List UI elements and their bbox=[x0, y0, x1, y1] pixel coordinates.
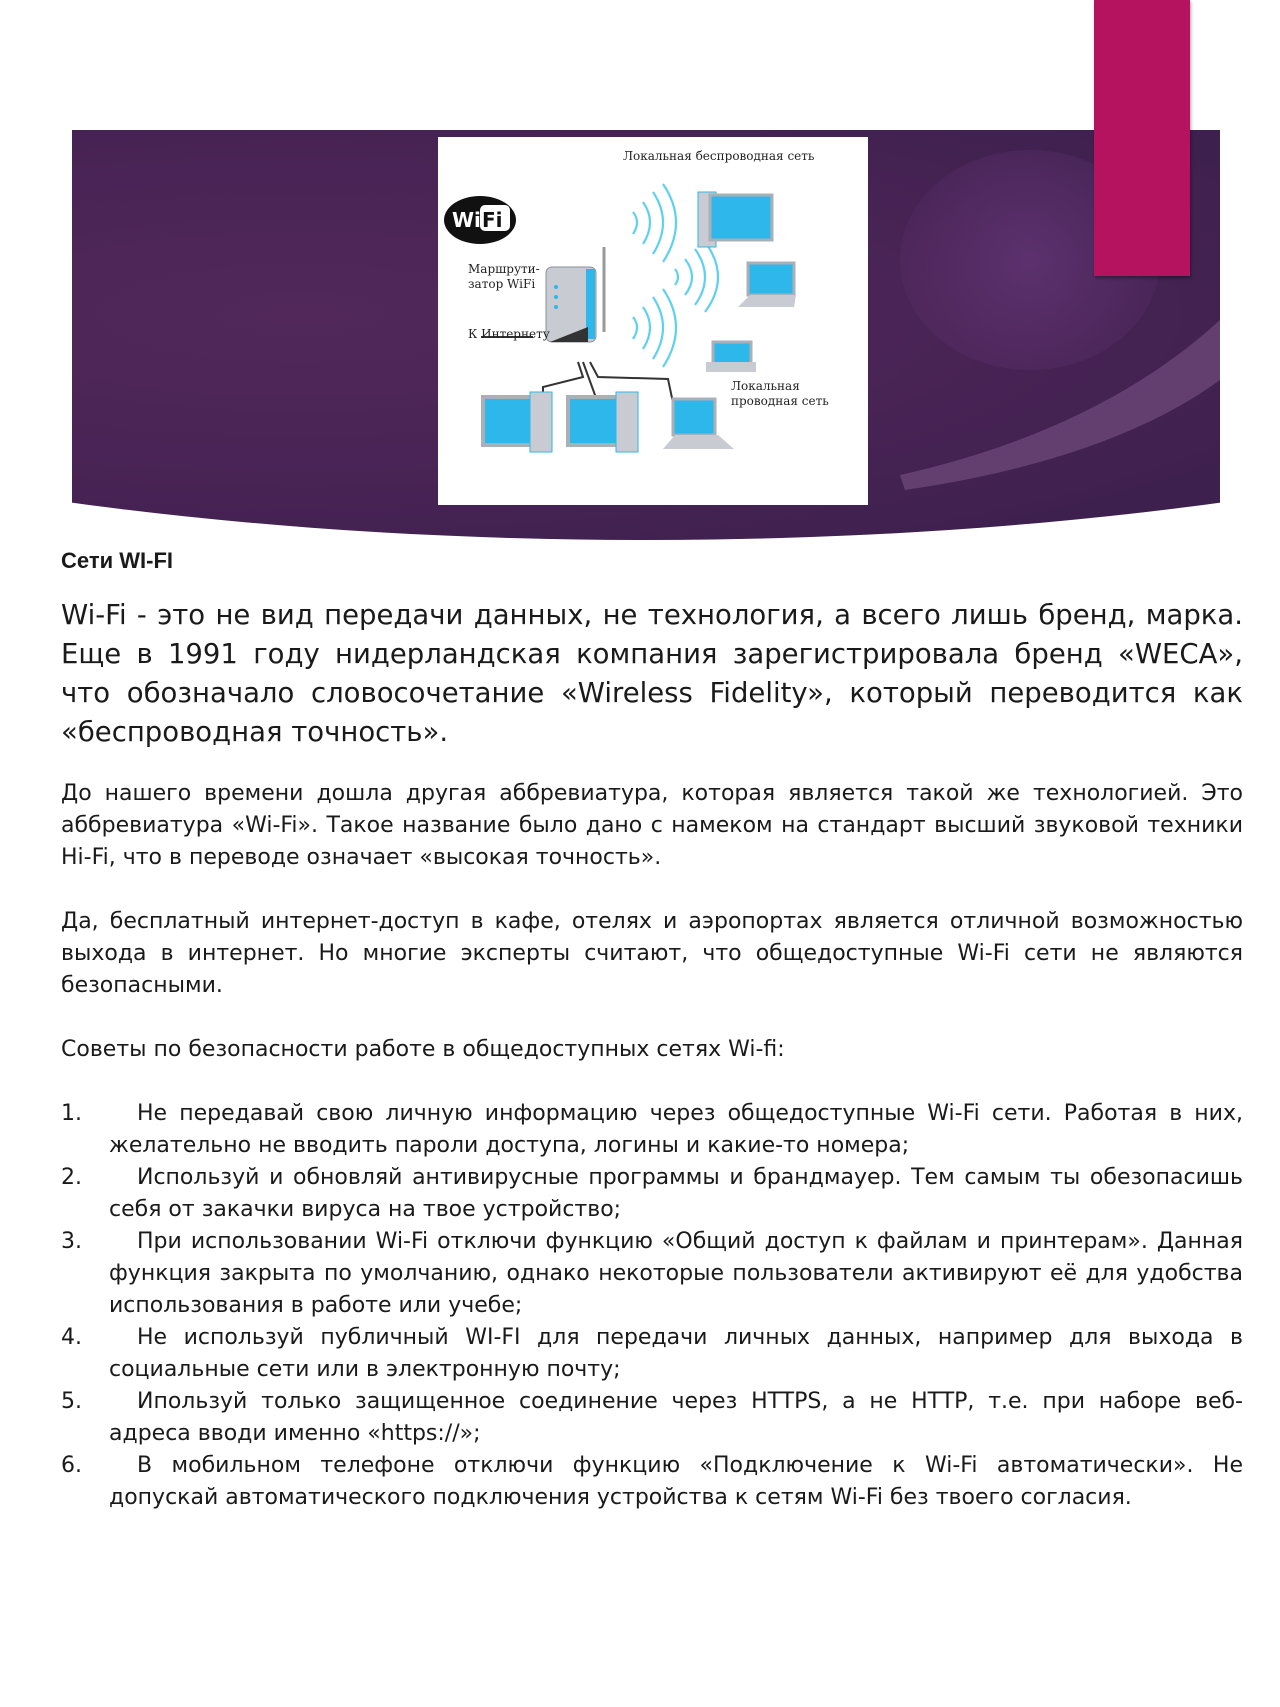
network-illustration bbox=[438, 137, 868, 505]
label-wired-network: Локальная проводная сеть bbox=[731, 379, 829, 408]
svg-text:Fi: Fi bbox=[482, 208, 503, 232]
list-text: В мобильном телефоне отключи функцию «Подключение к Wi-Fi автоматически». Не допускай автоматического подключения устройства к сетям Wi-Fi без твоего согласия. bbox=[109, 1453, 1243, 1510]
wifi-network-diagram bbox=[438, 137, 868, 505]
list-text: При использовании Wi-Fi отключи функцию «Общий доступ к файлам и принтерам». Данная функция закрыта по умолчанию, однако некоторые пользователи активируют её для удобства использования в работе или учебе; bbox=[109, 1229, 1243, 1318]
safety-tips-list bbox=[61, 1098, 1243, 1514]
paragraph-abbreviation: До нашего времени дошла другая аббревиатура, которая является такой же технологией. Это аббревиатура «Wi-Fi». Такое название было дано с намеком на стандарт высший звуковой техники Hi-Fi, что в переводе означает «высокая точность». bbox=[61, 781, 1243, 870]
laptop-icon bbox=[738, 263, 796, 307]
list-text: Не используй публичный WI-FI для передачи личных данных, например для выхода в социальные сети или в электронную почту; bbox=[109, 1325, 1243, 1382]
article-heading: Сети WI-FI bbox=[61, 548, 173, 573]
wifi-logo bbox=[444, 196, 516, 244]
lead-paragraph: Wi-Fi - это не вид передачи данных, не технология, а всего лишь бренд, марка. Еще в 1991 году нидерландская компания зарегистрировала бренд «WECA», что обозначало словосочетание «Wireless Fidelity», который переводится как «беспроводная точность». bbox=[61, 599, 1243, 748]
router-icon bbox=[546, 247, 604, 342]
label-internet: К Интернету bbox=[468, 327, 550, 341]
list-number: 3. bbox=[61, 1229, 82, 1254]
label-wireless-network: Локальная беспроводная сеть bbox=[623, 149, 815, 163]
list-item bbox=[61, 1450, 1243, 1514]
paragraph-public-wifi: Да, бесплатный интернет-доступ в кафе, отелях и аэропортах является отличной возможностью выхода в интернет. Но многие эксперты считают, что общедоступные Wi-Fi сети не являются безопасными. bbox=[61, 909, 1243, 998]
wired-computers bbox=[483, 392, 734, 452]
label-router: Маршрути- затор WiFi bbox=[468, 262, 540, 291]
list-item bbox=[61, 1226, 1243, 1322]
svg-text:Wi: Wi bbox=[452, 208, 481, 232]
article-body bbox=[61, 548, 1243, 1514]
list-number: 5. bbox=[61, 1389, 82, 1414]
handheld-device-icon bbox=[706, 342, 756, 372]
list-number: 2. bbox=[61, 1165, 82, 1190]
desktop-computer-icon bbox=[698, 192, 772, 247]
list-number: 6. bbox=[61, 1453, 82, 1478]
list-item bbox=[61, 1162, 1243, 1226]
list-number: 1. bbox=[61, 1101, 82, 1126]
list-item bbox=[61, 1098, 1243, 1162]
list-item bbox=[61, 1386, 1243, 1450]
accent-bar bbox=[1094, 0, 1190, 276]
list-item bbox=[61, 1322, 1243, 1386]
list-text: Ипользуй только защищенное соединение через HTTPS, а не HTTP, т.е. при наборе веб-адреса вводи именно «https://»; bbox=[109, 1389, 1243, 1446]
list-number: 4. bbox=[61, 1325, 82, 1350]
tips-heading: Советы по безопасности работе в общедоступных сетях Wi-fi: bbox=[61, 1037, 785, 1062]
list-text: Используй и обновляй антивирусные программы и брандмауер. Тем самым ты обезопасишь себя от закачки вируса на твое устройство; bbox=[109, 1165, 1243, 1222]
list-text: Не передавай свою личную информацию через общедоступные Wi-Fi сети. Работая в них, желательно не вводить пароли доступа, логины и какие-то номера; bbox=[109, 1101, 1243, 1158]
